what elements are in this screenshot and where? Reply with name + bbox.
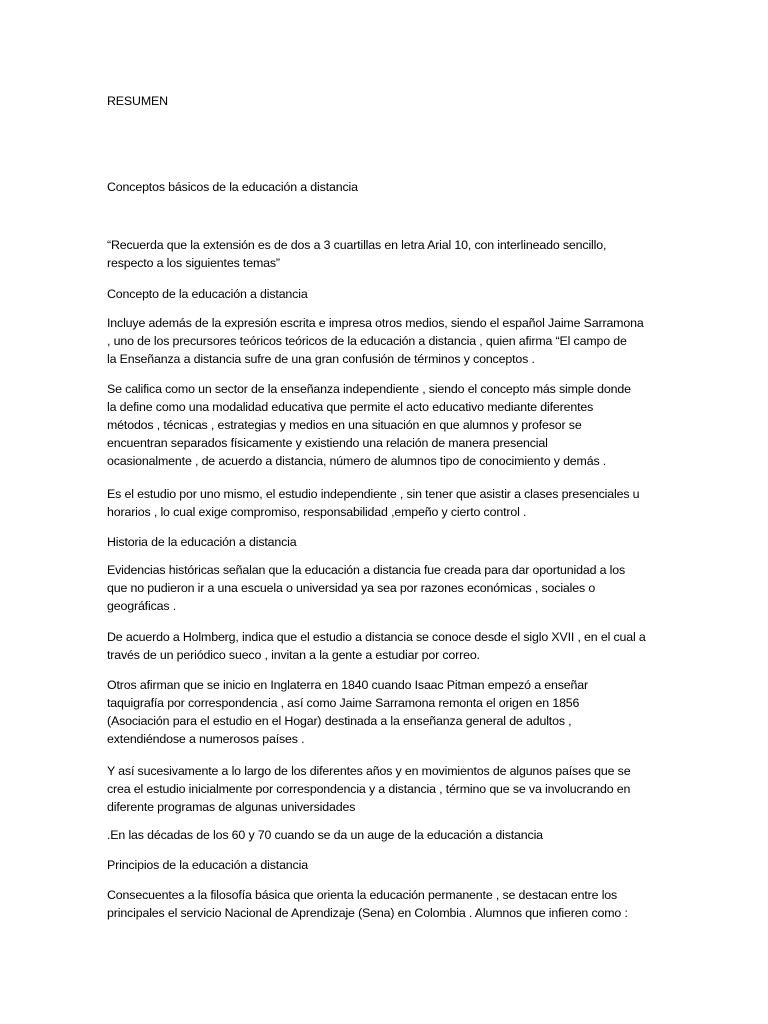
- paragraph-line: diferente programas de algunas universidades: [107, 800, 356, 814]
- instruction-paragraph: [107, 236, 667, 272]
- paragraph-line: , uno de los precursores teóricos teóricos de la educación a distancia , quien afirma “El campo de: [107, 334, 627, 348]
- paragraph-line: métodos , técnicas , estrategias y medios en una situación en que alumnos y profesor se: [107, 418, 582, 432]
- paragraph-line: que no pudieron ir a una escuela o universidad ya sea por razones económicas , sociales o: [107, 581, 596, 595]
- paragraph-line: extendiéndose a numerosos países .: [107, 732, 305, 746]
- paragraph-2: [107, 380, 667, 470]
- heading-concept-text: Concepto de la educación a distancia: [107, 287, 308, 301]
- paragraph-line: Consecuentes a la filosofía básica que orienta la educación permanente , se destacan entre los: [107, 888, 618, 902]
- paragraph-4: [107, 561, 667, 615]
- paragraph-7: [107, 762, 667, 816]
- paragraph-line: taquigrafía por correspondencia , así como Jaime Sarramona remonta el origen en 1856: [107, 696, 580, 710]
- paragraph-1: [107, 314, 667, 368]
- paragraph-line: ocasionalmente , de acuerdo a distancia, número de alumnos tipo de conocimiento y demás .: [107, 454, 607, 468]
- paragraph-line: Incluye además de la expresión escrita e impresa otros medios, siendo el español Jaime Sarramona: [107, 316, 644, 330]
- document-title-text: RESUMEN: [107, 94, 168, 108]
- paragraph-line: (Asociación para el estudio en el Hogar) destinada a la enseñanza general de adultos ,: [107, 714, 572, 728]
- paragraph-5: [107, 628, 667, 664]
- paragraph-line: la Enseñanza a distancia sufre de una gran confusión de términos y conceptos .: [107, 352, 535, 366]
- heading-principles: [107, 856, 667, 874]
- heading-history-text: Historia de la educación a distancia: [107, 535, 297, 549]
- paragraph-line: Otros afirman que se inicio en Inglaterra en 1840 cuando Isaac Pitman empezó a enseñar: [107, 678, 588, 692]
- heading-history: [107, 533, 667, 551]
- paragraph-line: crea el estudio inicialmente por correspondencia y a distancia , término que se va involucrando en: [107, 782, 631, 796]
- paragraph-line: Es el estudio por uno mismo, el estudio independiente , sin tener que asistir a clases presenciales u: [107, 487, 640, 501]
- paragraph-line: principales el servicio Nacional de Aprendizaje (Sena) en Colombia . Alumnos que infieren como :: [107, 906, 628, 920]
- document-title: [107, 92, 667, 110]
- paragraph-8: [107, 826, 667, 844]
- paragraph-line: horarios , lo cual exige compromiso, responsabilidad ,empeño y cierto control .: [107, 505, 527, 519]
- paragraph-line: Evidencias históricas señalan que la educación a distancia fue creada para dar oportunidad a los: [107, 563, 626, 577]
- paragraph-3: [107, 485, 667, 521]
- document-subtitle-text: Conceptos básicos de la educación a distancia: [107, 180, 358, 194]
- paragraph-line: Se califica como un sector de la enseñanza independiente , siendo el concepto más simple donde: [107, 382, 631, 396]
- heading-principles-text: Principios de la educación a distancia: [107, 858, 308, 872]
- paragraph-line: respecto a los siguientes temas”: [107, 256, 280, 270]
- document-subtitle: [107, 178, 667, 196]
- paragraph-line: la define como una modalidad educativa que permite el acto educativo mediante diferentes: [107, 400, 594, 414]
- paragraph-line: través de un periódico sueco , invitan a la gente a estudiar por correo.: [107, 648, 480, 662]
- paragraph-line: geográficas .: [107, 599, 176, 613]
- paragraph-line: .En las décadas de los 60 y 70 cuando se da un auge de la educación a distancia: [107, 828, 543, 842]
- paragraph-line: Y así sucesivamente a lo largo de los diferentes años y en movimientos de algunos países que se: [107, 764, 631, 778]
- paragraph-6: [107, 676, 667, 748]
- paragraph-line: “Recuerda que la extensión es de dos a 3 cuartillas en letra Arial 10, con interlineado sencillo,: [107, 238, 607, 252]
- paragraph-line: De acuerdo a Holmberg, indica que el estudio a distancia se conoce desde el siglo XVII , en el cual a: [107, 630, 646, 644]
- heading-concept: [107, 285, 667, 303]
- paragraph-line: encuentran separados físicamente y existiendo una relación de manera presencial: [107, 436, 548, 450]
- paragraph-9: [107, 886, 667, 922]
